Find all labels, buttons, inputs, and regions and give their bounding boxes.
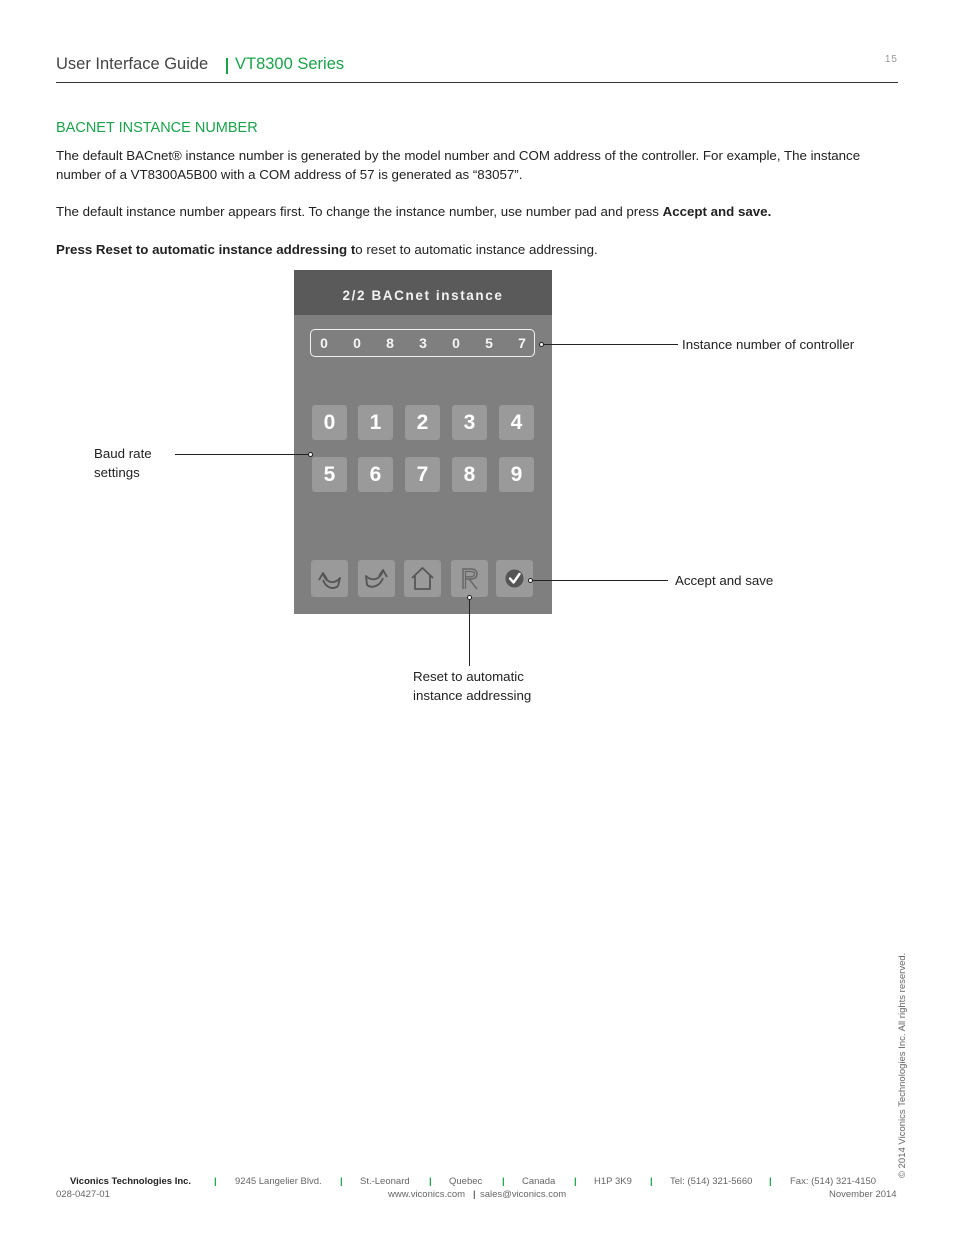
header-series-title: VT8300 Series [235,55,345,73]
redo-icon [358,560,395,597]
callout-dot [539,342,544,347]
footer-city: St.-Leonard [360,1176,410,1187]
paragraph-text: o reset to automatic instance addressing. [355,242,598,257]
instance-digit: 0 [320,335,328,351]
footer-separator: | [340,1176,343,1187]
home-icon [404,560,441,597]
header-divider [226,58,228,74]
footer-separator: | [650,1176,653,1187]
instance-digit: 7 [518,335,526,351]
footer-separator: | [473,1189,476,1200]
device-title: 2/2 BACnet instance [342,288,504,303]
paragraph-bold: Accept and save. [662,204,772,219]
key-label: 7 [416,463,429,486]
reset-r-icon [451,560,488,597]
footer-fax: Fax: (514) 321-4150 [790,1176,877,1187]
keypad-key-1[interactable] [358,405,393,440]
instance-digit: 3 [419,335,427,351]
instance-digit: 5 [485,335,493,351]
footer-separator: | [769,1176,772,1187]
paragraph-reset [56,240,898,259]
footer-date: November 2014 [829,1189,897,1200]
footer-separator: | [502,1176,505,1187]
keypad-key-4[interactable] [499,405,534,440]
section-heading: BACNET INSTANCE NUMBER [56,120,258,136]
keypad-key-5[interactable] [312,457,347,492]
footer-province: Quebec [449,1176,483,1187]
footer-company: Viconics Technologies Inc. [70,1176,192,1187]
callout-instance-number: Instance number of controller [682,337,855,352]
key-label: 8 [463,463,476,486]
callout-line [531,580,668,581]
keypad-key-2[interactable] [405,405,440,440]
home-button[interactable] [404,560,441,597]
instance-number-display[interactable] [310,329,535,357]
undo-icon [311,560,348,597]
copyright-notice: © 2014 Viconics Technologies Inc. All rights reserved. [897,952,908,1178]
callout-dot [528,578,533,583]
key-label: 5 [323,463,336,486]
footer-tel: Tel: (514) 321-5660 [670,1176,753,1187]
footer-country: Canada [522,1176,556,1187]
callout-dot [308,452,313,457]
keypad-key-7[interactable] [405,457,440,492]
callout-reset [413,667,531,705]
footer-separator: | [429,1176,432,1187]
keypad-key-8[interactable] [452,457,487,492]
keypad-key-6[interactable] [358,457,393,492]
footer-postal: H1P 3K9 [594,1176,632,1187]
footer-doc-number: 028-0427-01 [56,1189,110,1200]
callout-accept-save: Accept and save [675,573,774,588]
paragraph-bold: Press Reset to automatic instance addressing t [56,242,356,257]
keypad-key-9[interactable] [499,457,534,492]
callout-line [469,598,470,666]
footer-separator: | [574,1176,577,1187]
undo-button[interactable] [311,560,348,597]
paragraph-intro: The default BACnet® instance number is generated by the model number and COM address of the controller. For example, The instance number of a VT8300A5B00 with a COM address of 57 is generated as “83057”. [56,148,861,182]
key-label: 9 [510,463,523,486]
key-label: 3 [463,411,476,434]
instance-digit: 0 [353,335,361,351]
key-label: 1 [369,411,382,434]
callout-text: Baud rate [94,446,152,461]
paragraph-change-instance [56,202,898,221]
reset-instance-button[interactable] [451,560,488,597]
key-label: 0 [323,411,336,434]
instance-digit: 0 [452,335,460,351]
callout-line [542,344,678,345]
footer-website[interactable]: www.viconics.com [388,1189,466,1200]
instance-digit: 8 [386,335,394,351]
header-guide-title: User Interface Guide [56,55,209,73]
page-number: 15 [884,54,898,65]
callout-text: Reset to automatic [413,669,524,684]
device-screen [294,270,552,614]
callout-text: instance addressing [413,688,532,703]
key-label: 4 [510,411,523,434]
callout-text: settings [94,465,140,480]
footer-address: 9245 Langelier Blvd. [235,1176,322,1187]
header-rule [56,82,898,83]
callout-line [175,454,311,455]
paragraph-text: The default instance number appears first. To change the instance number, use number pad and press [56,204,663,219]
footer-separator: | [214,1176,217,1187]
redo-button[interactable] [358,560,395,597]
keypad-key-3[interactable] [452,405,487,440]
key-label: 2 [416,411,429,434]
callout-dot [467,595,472,600]
footer-email[interactable]: sales@viconics.com [480,1189,567,1200]
keypad-key-0[interactable] [312,405,347,440]
key-label: 6 [369,463,382,486]
callout-baud-rate [94,444,152,482]
